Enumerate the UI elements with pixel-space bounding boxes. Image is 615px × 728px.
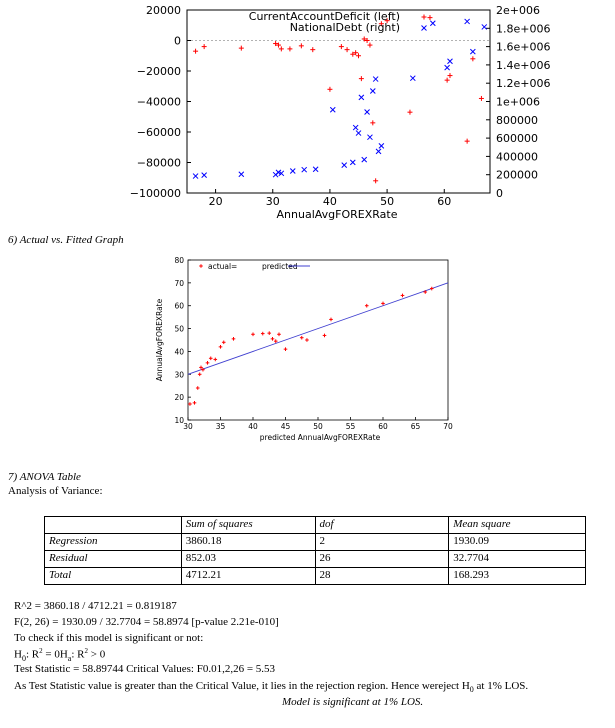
y-right-tick-label: 2e+006 xyxy=(496,4,540,17)
y-left-tick-label: 0 xyxy=(174,34,181,48)
chart1-plot-frame xyxy=(187,10,490,193)
deficit-point xyxy=(407,110,412,115)
y-right-tick-label: 1.2e+006 xyxy=(496,77,551,91)
y-right-tick-label: 400000 xyxy=(496,150,538,164)
table-row xyxy=(45,551,586,568)
cell-dof: 28 xyxy=(315,568,449,585)
x-tick-label: 35 xyxy=(215,422,226,431)
debt-point xyxy=(430,21,435,26)
y-left-tick-label: −80000 xyxy=(136,156,181,170)
deficit-point xyxy=(202,44,207,49)
row-label: Total xyxy=(45,568,182,585)
actual-point xyxy=(284,347,288,351)
actual-point xyxy=(219,345,223,349)
debt-point xyxy=(202,173,207,178)
y-left-tick-label: −100000 xyxy=(129,187,181,200)
debt-point xyxy=(313,167,318,172)
h0-superscript: 2 xyxy=(39,647,43,655)
ha-superscript: 2 xyxy=(84,647,88,655)
h0-r: : R xyxy=(25,648,40,661)
deficit-point xyxy=(427,15,432,20)
debt-point xyxy=(373,77,378,82)
cell-dof: 2 xyxy=(315,534,449,551)
deficit-point xyxy=(193,49,198,54)
x-tick-label: 30 xyxy=(265,195,280,208)
actual-point xyxy=(323,334,327,338)
anova-header-ss: Sum of squares xyxy=(181,517,315,534)
y-tick-label: 70 xyxy=(174,278,184,288)
conclusion-text: As Test Statistic value is greater than the Critical Value, it lies in the rejection region. Hence wereject H xyxy=(14,680,470,692)
actual-point xyxy=(196,386,200,390)
actual-point xyxy=(274,339,278,343)
actual-point xyxy=(300,336,304,340)
deficit-point xyxy=(447,73,452,78)
actual-point xyxy=(277,332,281,336)
actual-point xyxy=(206,361,210,365)
deficit-point xyxy=(465,139,470,144)
conclusion-end: at 1% LOS. xyxy=(473,680,529,692)
actual-point xyxy=(214,358,218,362)
cell-ms: 168.293 xyxy=(449,568,586,585)
y-tick-label: 20 xyxy=(174,393,184,403)
chart2-plot-frame xyxy=(188,260,448,420)
r-squared-line: R^2 = 3860.18 / 4712.21 = 0.819187 xyxy=(14,600,177,612)
actual-point xyxy=(430,287,434,291)
anova-header-row xyxy=(45,517,586,534)
actual-point xyxy=(222,340,226,344)
chart1-x-axis-label: AnnualAvgFOREXRate xyxy=(276,208,398,221)
x-tick-label: 40 xyxy=(248,422,258,431)
chart2-y-axis-label: AnnualAvgFOREXRate xyxy=(155,298,164,382)
analysis-title: Analysis of Variance: xyxy=(8,485,103,497)
debt-point xyxy=(350,160,355,165)
actual-point xyxy=(199,366,203,370)
legend-label-national-debt: NationalDebt (right) xyxy=(289,21,400,34)
actual-point xyxy=(232,337,236,341)
x-tick-label: 55 xyxy=(345,422,356,431)
debt-point xyxy=(379,143,384,148)
anova-header-dof: dof xyxy=(315,517,449,534)
y-tick-label: 10 xyxy=(174,416,184,425)
deficit-point xyxy=(310,47,315,52)
deficit-point xyxy=(356,53,361,58)
debt-point xyxy=(470,49,475,54)
final-statement: Model is significant at 1% LOS. xyxy=(282,696,424,708)
deficit-point xyxy=(445,78,450,83)
y-left-tick-label: 20000 xyxy=(146,4,181,17)
debt-point xyxy=(365,110,370,115)
anova-header-ms: Mean square xyxy=(449,517,586,534)
table-row xyxy=(45,568,586,585)
ha-r: : R xyxy=(71,648,85,661)
x-tick-label: 60 xyxy=(437,195,452,208)
debt-point xyxy=(376,149,381,154)
deficit-point xyxy=(373,178,378,183)
section6-heading: 6) Actual vs. Fitted Graph xyxy=(8,234,124,246)
debt-point xyxy=(445,65,450,70)
y-right-tick-label: 1.4e+006 xyxy=(496,58,551,72)
actual-point xyxy=(188,402,192,406)
legend-separator: = xyxy=(231,262,238,271)
y-left-tick-label: −60000 xyxy=(136,126,181,139)
debt-point xyxy=(370,88,375,93)
anova-table xyxy=(44,516,586,585)
cell-ss: 4712.21 xyxy=(181,568,315,585)
y-right-tick-label: 0 xyxy=(496,187,503,200)
debt-point xyxy=(290,169,295,174)
y-right-tick-label: 1.6e+006 xyxy=(496,40,551,54)
actual-point xyxy=(365,304,369,308)
y-right-tick-label: 800000 xyxy=(496,113,538,127)
y-left-tick-label: −20000 xyxy=(136,65,181,78)
chart2-x-axis-label: predicted AnnualAvgFOREXRate xyxy=(259,433,381,442)
debt-point xyxy=(410,76,415,81)
y-right-tick-label: 1e+006 xyxy=(496,95,540,109)
table-row xyxy=(45,534,586,551)
deficit-point xyxy=(367,43,372,48)
cell-ss: 3860.18 xyxy=(181,534,315,551)
actual-point xyxy=(381,302,385,306)
x-tick-label: 50 xyxy=(380,195,395,208)
debt-point xyxy=(353,125,358,130)
x-tick-label: 30 xyxy=(183,422,193,431)
x-tick-label: 20 xyxy=(208,195,223,208)
x-tick-label: 50 xyxy=(313,422,323,431)
debt-point xyxy=(356,131,361,136)
debt-point xyxy=(302,167,307,172)
actual-point xyxy=(305,338,309,342)
debt-point xyxy=(367,135,372,140)
actual-point xyxy=(329,318,333,322)
y-tick-label: 50 xyxy=(174,324,184,334)
x-tick-label: 65 xyxy=(410,422,421,431)
actual-point xyxy=(251,332,255,336)
legend-label-current-account-deficit: CurrentAccountDeficit (left) xyxy=(248,10,400,23)
debt-point xyxy=(482,24,487,29)
cell-ss: 852.03 xyxy=(181,551,315,568)
h0-subscript: 0 xyxy=(21,653,26,663)
x-tick-label: 60 xyxy=(378,422,388,431)
ha-end: > 0 xyxy=(87,648,106,661)
y-tick-label: 80 xyxy=(174,256,184,265)
cell-ms: 32.7704 xyxy=(449,551,586,568)
cell-ms: 1930.09 xyxy=(449,534,586,551)
legend-marker-deficit xyxy=(422,15,427,20)
y-left-tick-label: −40000 xyxy=(136,95,181,109)
deficit-point xyxy=(339,44,344,49)
actual-point xyxy=(271,337,275,341)
debt-point xyxy=(330,107,335,112)
legend-label-actual: actual xyxy=(208,262,232,271)
actual-point xyxy=(198,372,202,376)
actual-vs-fitted-chart xyxy=(150,252,460,444)
hypothesis-line xyxy=(14,647,105,663)
y-right-tick-label: 600000 xyxy=(496,132,538,146)
test-statistic-line: Test Statistic = 58.89744 Critical Values: F0.01,2,26 = 5.53 xyxy=(14,663,276,675)
deficit-point xyxy=(287,46,292,51)
actual-point xyxy=(193,401,197,405)
y-right-tick-label: 1.8e+006 xyxy=(496,22,551,36)
x-tick-label: 45 xyxy=(280,422,291,431)
x-tick-label: 70 xyxy=(443,422,453,431)
y-right-tick-label: 200000 xyxy=(496,168,538,182)
legend-label-predicted: predicted xyxy=(262,262,298,271)
actual-point xyxy=(401,294,405,298)
predicted-line xyxy=(188,283,448,374)
debt-point xyxy=(342,163,347,168)
debt-point xyxy=(193,174,198,179)
deficit-point xyxy=(327,87,332,92)
conclusion-line xyxy=(14,680,528,694)
h0-symbol: H xyxy=(14,648,22,661)
deficit-point xyxy=(370,120,375,125)
actual-point xyxy=(209,356,213,360)
y-tick-label: 30 xyxy=(174,370,184,380)
deficit-point xyxy=(479,96,484,101)
debt-point xyxy=(447,59,452,64)
debt-point xyxy=(359,95,364,100)
legend-marker-debt xyxy=(422,26,427,31)
deficit-point xyxy=(470,56,475,61)
y-tick-label: 60 xyxy=(174,301,184,311)
conclusion-subscript: 0 xyxy=(469,685,474,695)
anova-header-blank xyxy=(45,517,182,534)
debt-point xyxy=(465,19,470,24)
y-tick-label: 40 xyxy=(174,347,184,357)
deficit-point xyxy=(299,43,304,48)
section7-heading: 7) ANOVA Table xyxy=(8,471,81,483)
x-tick-label: 40 xyxy=(322,195,337,208)
ha-subscript: a xyxy=(67,653,72,663)
debt-point xyxy=(362,157,367,162)
deficit-point xyxy=(345,47,350,52)
deficit-point xyxy=(239,46,244,51)
f-statistic-line: F(2, 26) = 1930.09 / 32.7704 = 58.8974 [p-value 2.21e-010] xyxy=(14,616,279,628)
actual-point xyxy=(267,331,271,335)
deficit-point xyxy=(359,76,364,81)
actual-point xyxy=(261,332,265,336)
row-label: Residual xyxy=(45,551,182,568)
dual-axis-scatter-chart xyxy=(0,0,615,228)
check-line: To check if this model is significant or not: xyxy=(14,632,204,644)
ha-symbol: = 0H xyxy=(42,648,68,661)
debt-point xyxy=(239,172,244,177)
deficit-point xyxy=(279,46,284,51)
legend-marker-actual xyxy=(199,264,203,268)
row-label: Regression xyxy=(45,534,182,551)
cell-dof: 26 xyxy=(315,551,449,568)
